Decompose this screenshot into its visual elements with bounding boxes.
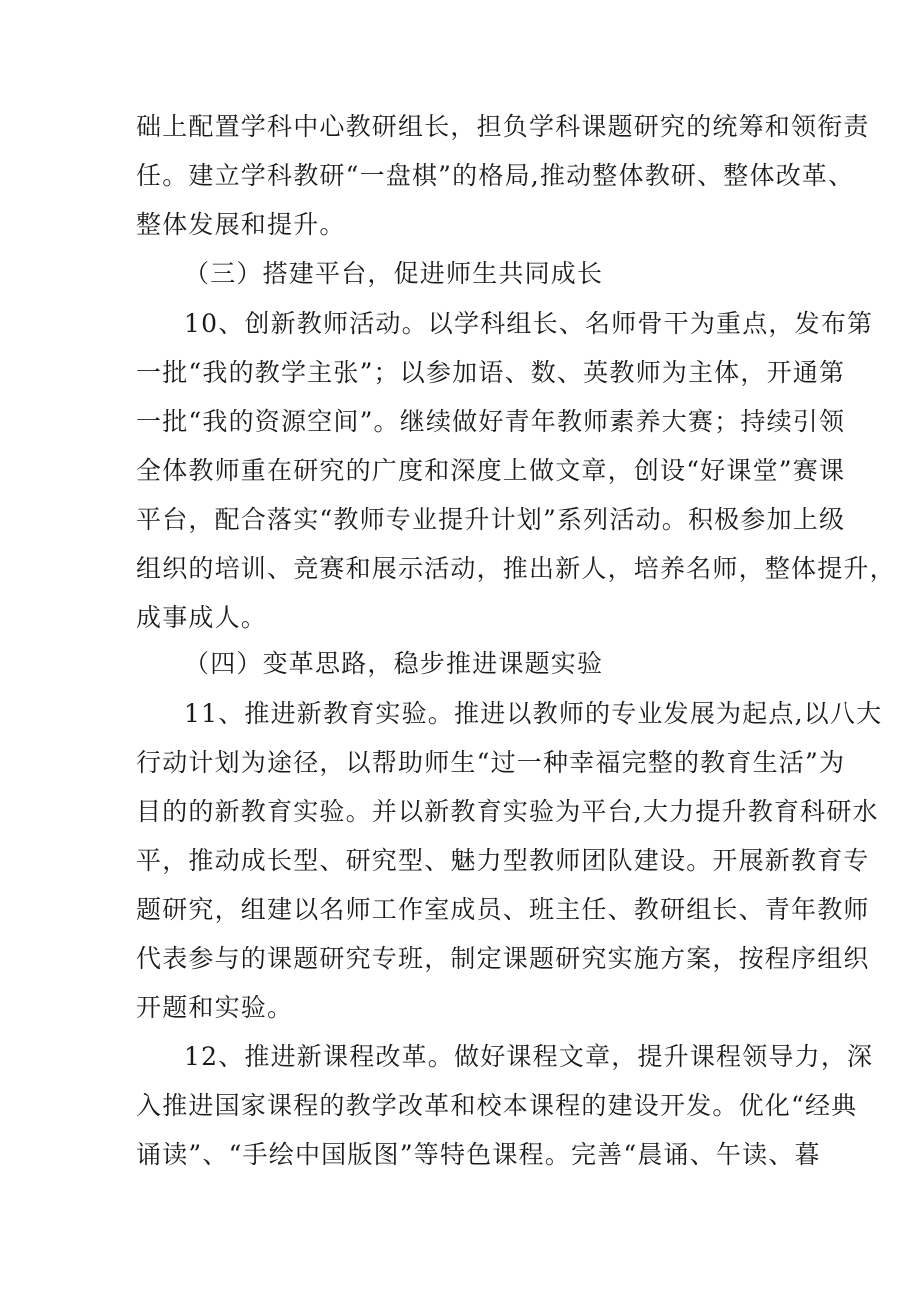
paragraph-line: 入推进国家课程的教学改革和校本课程的建设开发。优化“经典 — [136, 1091, 858, 1120]
paragraph-line: 11、推进新教育实验。推进以教师的专业发展为起点,以八大 — [184, 699, 883, 728]
paragraph-line: 题研究，组建以名师工作室成员、班主任、教研组长、青年教师 — [136, 895, 870, 924]
paragraph-line: 础上配置学科中心教研组长，担负学科课题研究的统筹和领衔责 — [136, 112, 870, 141]
paragraph-line: 代表参与的课题研究专班，制定课题研究实施方案，按程序组织 — [136, 944, 870, 973]
paragraph-line: 平台，配合落实“教师专业提升计划”系列活动。积极参加上级 — [136, 505, 846, 534]
paragraph-line: 全体教师重在研究的广度和深度上做文章，创设“好课堂”赛课 — [136, 456, 846, 485]
paragraph-line: 10、创新教师活动。以学科组长、名师骨干为重点，发布第 — [184, 309, 874, 338]
paragraph-line: 一批“我的教学主张”；以参加语、数、英教师为主体，开通第 — [136, 358, 846, 387]
paragraph-line: 一批“我的资源空间”。继续做好青年教师素养大赛；持续引领 — [136, 407, 846, 436]
paragraph-line: 开题和实验。 — [136, 993, 294, 1022]
paragraph-line: 诵读”、“手绘中国版图”等特色课程。完善“晨诵、午读、暮 — [136, 1140, 821, 1169]
paragraph-line: 任。建立学科教研“一盘棋”的格局,推动整体教研、整体改革、 — [136, 161, 855, 190]
paragraph-line: 成事成人。 — [136, 603, 268, 632]
section-heading: （四）变革思路，稳步推进课题实验 — [184, 649, 604, 678]
paragraph-line: 组织的培训、竞赛和展示活动，推出新人，培养名师，整体提升， — [136, 554, 896, 583]
section-heading: （三）搭建平台，促进师生共同成长 — [184, 259, 604, 288]
paragraph-line: 12、推进新课程改革。做好课程文章，提升课程领导力，深 — [184, 1042, 874, 1071]
paragraph-line: 平，推动成长型、研究型、魅力型教师团队建设。开展新教育专 — [136, 846, 870, 875]
paragraph-line: 整体发展和提升。 — [136, 210, 346, 239]
paragraph-line: 行动计划为途径，以帮助师生“过一种幸福完整的教育生活”为 — [136, 748, 846, 777]
paragraph-line: 目的的新教育实验。并以新教育实验为平台,大力提升教育科研水 — [136, 797, 879, 826]
